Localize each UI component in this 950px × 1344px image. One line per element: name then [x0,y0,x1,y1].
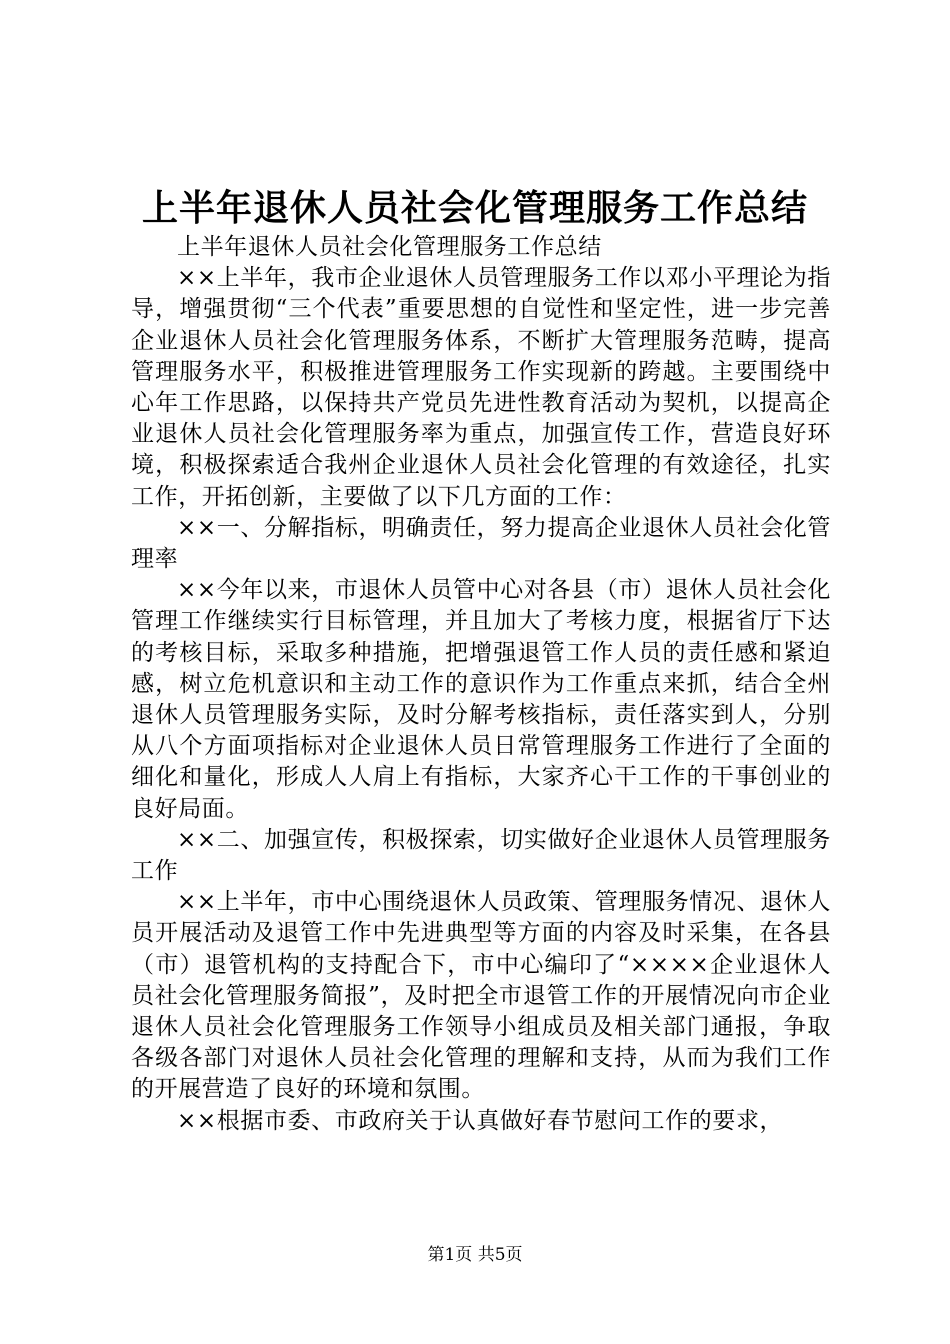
page-number-footer: 第1页 共5页 [427,1245,523,1265]
body-paragraph: ××上半年，市中心围绕退休人员政策、管理服务情况、退休人员开展活动及退管工作中先进典型等方面的内容及时采集，在各县（市）退管机构的支持配合下，市中心编印了“××××企业退休人员社会化管理服务简报”，及时把全市退管工作的开展情况向市企业退休人员社会化管理服务工作领导小组成员及相关部门通报，争取各级各部门对退休人员社会化管理的理解和支持，从而为我们工作的开展营造了良好的环境和氛围。 [131,889,831,1103]
body-paragraph: ××根据市委、市政府关于认真做好春节慰问工作的要求， [177,1107,784,1134]
section-heading: ××二、加强宣传，积极探索，切实做好企业退休人员管理服务工作 [131,826,831,885]
body-paragraph: ××上半年，我市企业退休人员管理服务工作以邓小平理论为指导，增强贯彻“三个代表”重要思想的自觉性和坚定性，进一步完善企业退休人员社会化管理服务体系，不断扩大管理服务范畴，提高管理服务水平，积极推进管理服务工作实现新的跨越。主要围绕中心年工作思路，以保持共产党员先进性教育活动为契机，以提高企业退休人员社会化管理服务率为重点，加强宣传工作，营造良好环境，积极探索适合我州企业退休人员社会化管理的有效途径，扎实工作，开拓创新，主要做了以下几方面的工作： [131,265,831,510]
subtitle-paragraph: 上半年退休人员社会化管理服务工作总结 [177,234,602,260]
body-paragraph: ××今年以来，市退休人员管中心对各县（市）退休人员社会化管理工作继续实行目标管理，并且加大了考核力度，根据省厅下达的考核目标，采取多种措施，把增强退管工作人员的责任感和紧迫感，树立危机意识和主动工作的意识作为工作重点来抓，结合全州退休人员管理服务实际，及时分解考核指标，责任落实到人，分别从八个方面项指标对企业退休人员日常管理服务工作进行了全面的细化和量化，形成人人肩上有指标，大家齐心干工作的干事创业的良好局面。 [131,577,831,822]
section-heading: ××一、分解指标，明确责任，努力提高企业退休人员社会化管理率 [131,514,831,573]
document-title: 上半年退休人员社会化管理服务工作总结 [141,188,808,229]
document-body [131,232,831,1137]
